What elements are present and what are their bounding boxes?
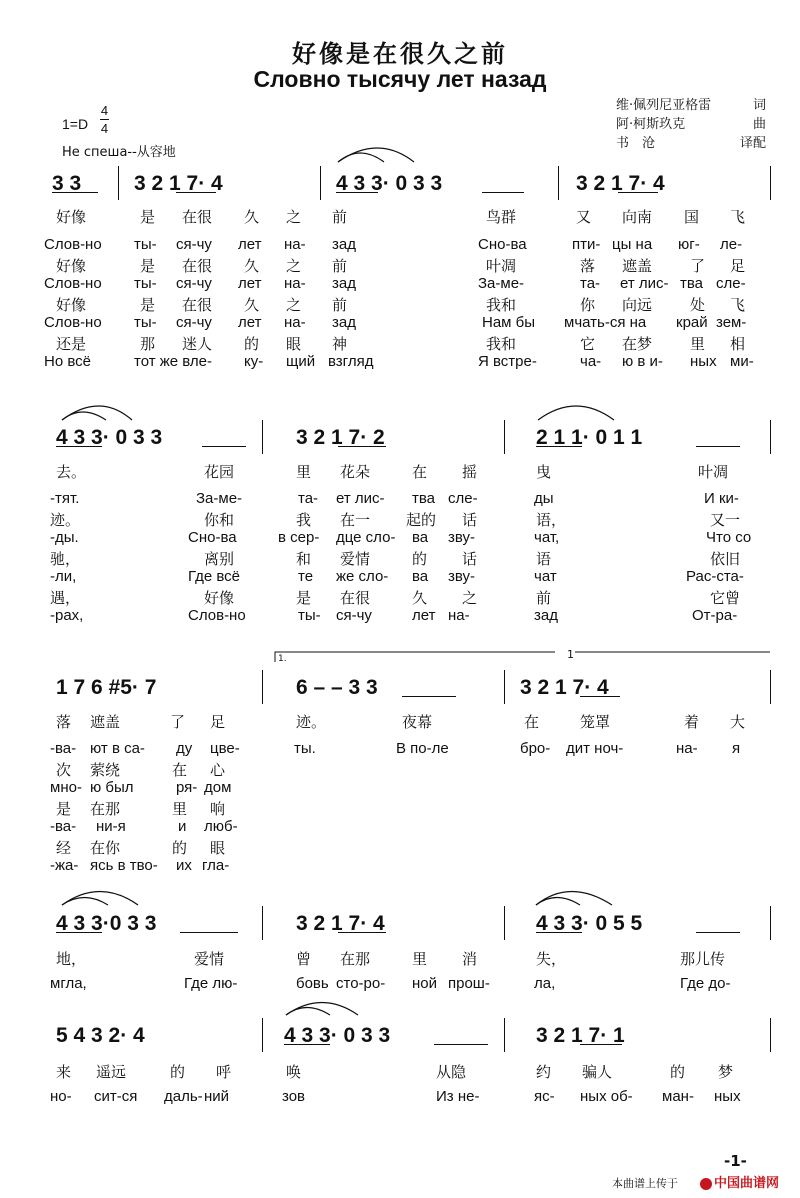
notes-s5-m1: 4 3 3· 0 3 3: [284, 1024, 391, 1047]
notes-s3-m0: 1 7 6 #5· 7: [56, 676, 157, 699]
notes-s1-m0: 3 3: [52, 172, 82, 195]
credit-composer: 阿·柯斯玖克 曲: [616, 117, 766, 132]
title-russian: Словно тысячу лет назад: [253, 66, 547, 92]
title-chinese: 好像是在很久之前: [292, 39, 508, 68]
credit-translator: 书 沧 译配: [616, 136, 766, 151]
tempo-marking: Не спеша--从容地: [62, 145, 176, 160]
notes-s2-m2: 2 1 1· 0 1 1: [536, 426, 643, 449]
notes-s5-m2: 3 2 1 7· 1: [536, 1024, 625, 1047]
notes-s1-m1: 3 2 1 7· 4: [134, 172, 223, 195]
notes-s1-m3: 3 2 1 7· 4: [576, 172, 665, 195]
notes-s3-m1: 6 – – 3 3: [296, 676, 378, 699]
volta-first-label: 1.: [278, 654, 287, 664]
notes-s4-m2: 4 3 3· 0 5 5: [536, 912, 643, 935]
notes-s5-m0: 5 4 3 2· 4: [56, 1024, 145, 1047]
time-signature: 4 4: [100, 103, 109, 136]
notes-s1-m2: 4 3 3· 0 3 3: [336, 172, 443, 195]
volta-second-label: 1: [567, 648, 574, 661]
notes-s4-m0: 4 3 3·0 3 3: [56, 912, 157, 935]
page-number: -1-: [724, 1152, 747, 1170]
credits: [616, 96, 766, 153]
credit-lyricist: 维·佩列尼亚格雷 词: [616, 98, 766, 113]
notes-s2-m1: 3 2 1 7· 2: [296, 426, 385, 449]
site-logo: 中国曲谱网: [700, 1172, 779, 1191]
notes-s2-m0: 4 3 3· 0 3 3: [56, 426, 163, 449]
logo-icon: [700, 1178, 712, 1190]
notes-s3-m2: 3 2 1 7· 4: [520, 676, 609, 699]
upload-note: 本曲谱上传于: [612, 1177, 678, 1190]
notes-s4-m1: 3 2 1 7· 4: [296, 912, 385, 935]
key-signature: 1=D: [62, 116, 89, 132]
